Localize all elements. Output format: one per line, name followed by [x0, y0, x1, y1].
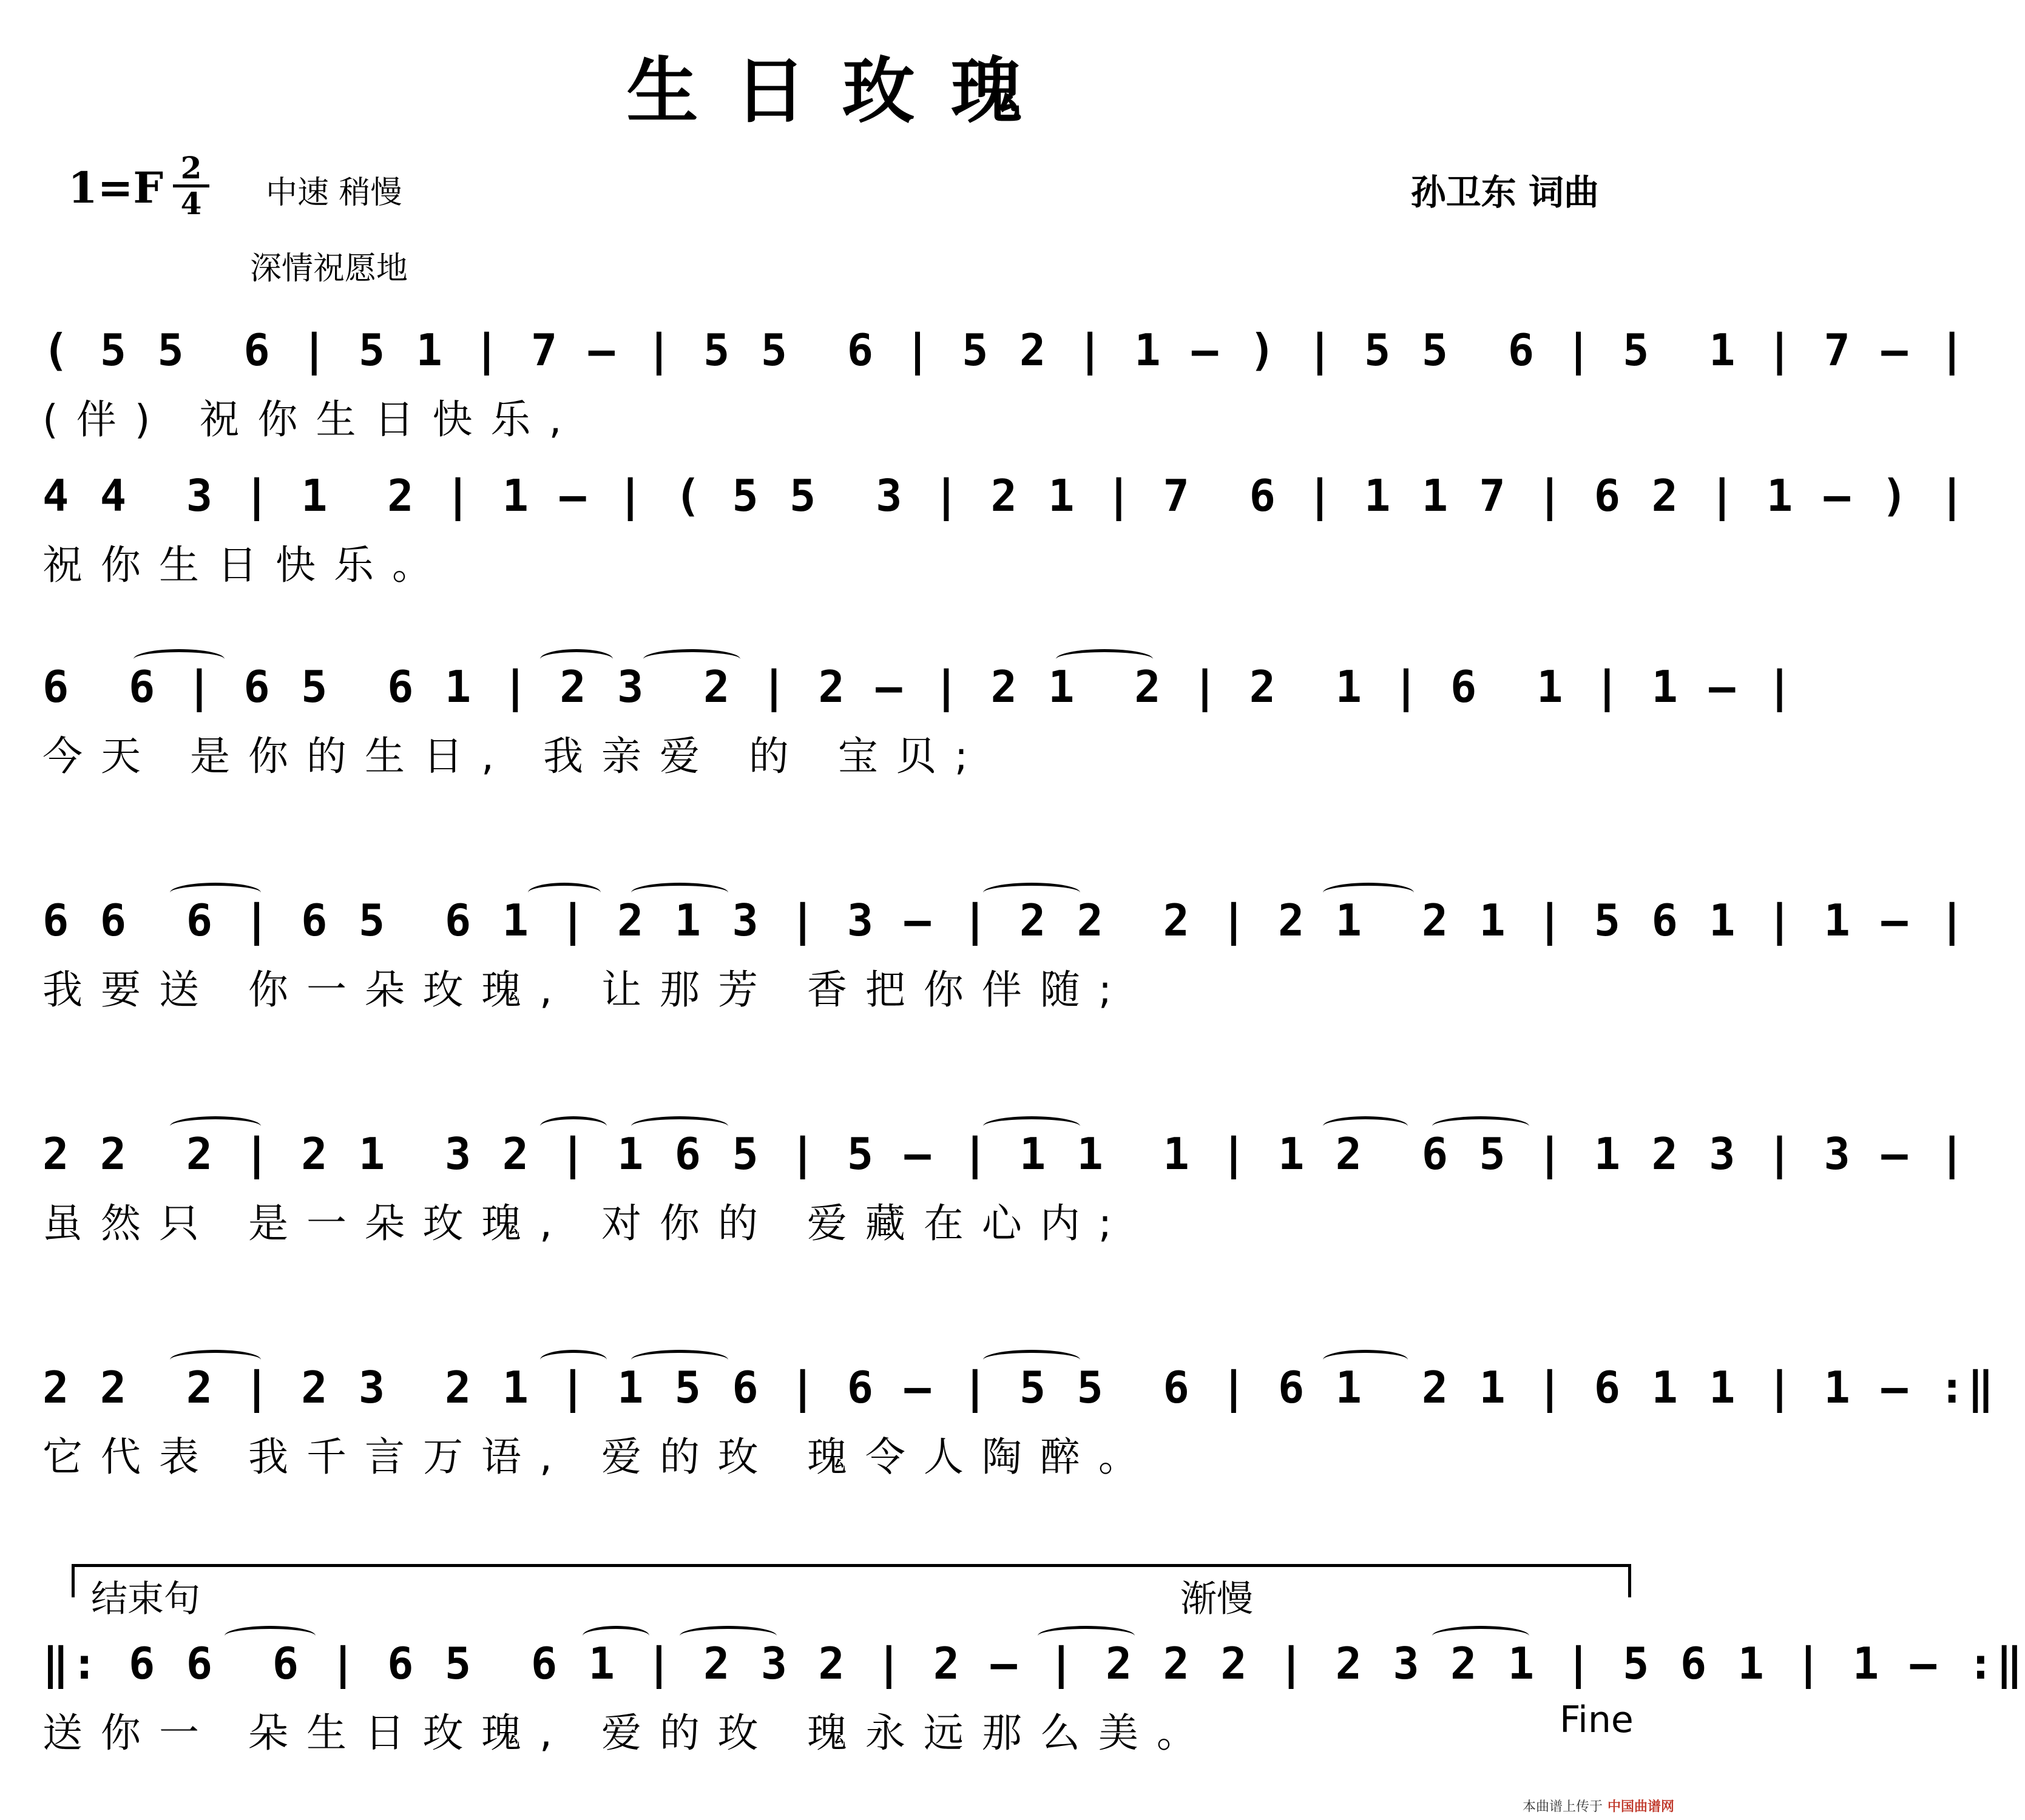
- upload-watermark: [1523, 1796, 1674, 1815]
- score-row-6: [36, 1353, 1996, 1480]
- score-row-2: [36, 461, 1968, 588]
- notes-text: ‖: 6 6 6 | 6 5 6 1 | 2 3 2 | 2 — | 2 2 2 | 2 3 2 1 | 5 6 1 | 1 — :‖: [42, 1638, 2025, 1689]
- meter-top: 2: [180, 150, 202, 186]
- notation-line: [36, 1353, 1996, 1420]
- lyric-line: 送你一 朵生日玫瑰, 爱的玫 瑰永远那么美。: [42, 1710, 1215, 1756]
- coda-bracket: [72, 1564, 1631, 1597]
- notation-line: [36, 886, 1968, 952]
- meter-bottom: 4: [180, 186, 202, 221]
- lyric-line: 今天 是你的生日, 我亲爱 的 宝贝;: [42, 733, 987, 780]
- notation-line: [36, 461, 1968, 528]
- upload-note: 本曲谱上传于: [1522, 1799, 1603, 1815]
- notation-line: [36, 1629, 2025, 1696]
- notes-text: 2 2 2 | 2 3 2 1 | 1 5 6 | 6 — | 5 5 6 | 6 1 2 1 | 6 1 1 | 1 — :‖: [42, 1362, 1996, 1413]
- key-signature: 1=F: [68, 163, 164, 213]
- notes-text: 6 6 | 6 5 6 1 | 2 3 2 | 2 — | 2 1 2 | 2 1 | 6 1 | 1 — |: [42, 661, 1796, 712]
- ritardando-marking: 渐慢: [1180, 1578, 1253, 1620]
- notation-line: [36, 652, 1796, 719]
- notes-text: 4 4 3 | 1 2 | 1 — | ( 5 5 3 | 2 1 | 7 6 | 1 1 7 | 6 2 | 1 — ) |: [42, 470, 1968, 521]
- notation-line: [36, 315, 1968, 382]
- upload-brand: 中国曲谱网: [1607, 1799, 1674, 1815]
- time-signature: [173, 150, 209, 221]
- lyric-line: 它代表 我千言万语, 爱的玫 瑰令人陶醉。: [42, 1434, 1157, 1480]
- song-title: 生日玫瑰: [626, 49, 1059, 133]
- lyric-line: 虽然只 是一朵玫瑰, 对你的 爱藏在心内;: [42, 1200, 1131, 1247]
- lyric-line: (伴) 祝你生日快乐,: [42, 396, 580, 443]
- tempo-marking: 中速 稍慢: [266, 175, 402, 211]
- fine-marking: Fine: [1560, 1699, 1634, 1741]
- score-row-3: [36, 652, 1796, 780]
- notation-line: [36, 1119, 1968, 1186]
- notes-text: 6 6 6 | 6 5 6 1 | 2 1 3 | 3 — | 2 2 2 | 2 1 2 1 | 5 6 1 | 1 — |: [42, 895, 1968, 946]
- author-credit: 孙卫东 词曲: [1410, 172, 1599, 213]
- notes-text: 2 2 2 | 2 1 3 2 | 1 6 5 | 5 — | 1 1 1 | 1 2 6 5 | 1 2 3 | 3 — |: [42, 1128, 1968, 1179]
- expression-marking: 深情祝愿地: [250, 251, 408, 287]
- lyric-line: 我要送 你一朵玫瑰, 让那芳 香把你伴随;: [42, 966, 1131, 1013]
- lyric-line: 祝你生日快乐。: [42, 542, 450, 588]
- coda-label: 结束句: [91, 1578, 200, 1620]
- notes-text: ( 5 5 6 | 5 1 | 7 — | 5 5 6 | 5 2 | 1 — ) | 5 5 6 | 5 1 | 7 — |: [42, 325, 1968, 376]
- score-row-5: [36, 1119, 1968, 1247]
- score-row-4: [36, 886, 1968, 1013]
- score-row-7: [36, 1629, 2025, 1756]
- score-row-1: [36, 315, 1968, 443]
